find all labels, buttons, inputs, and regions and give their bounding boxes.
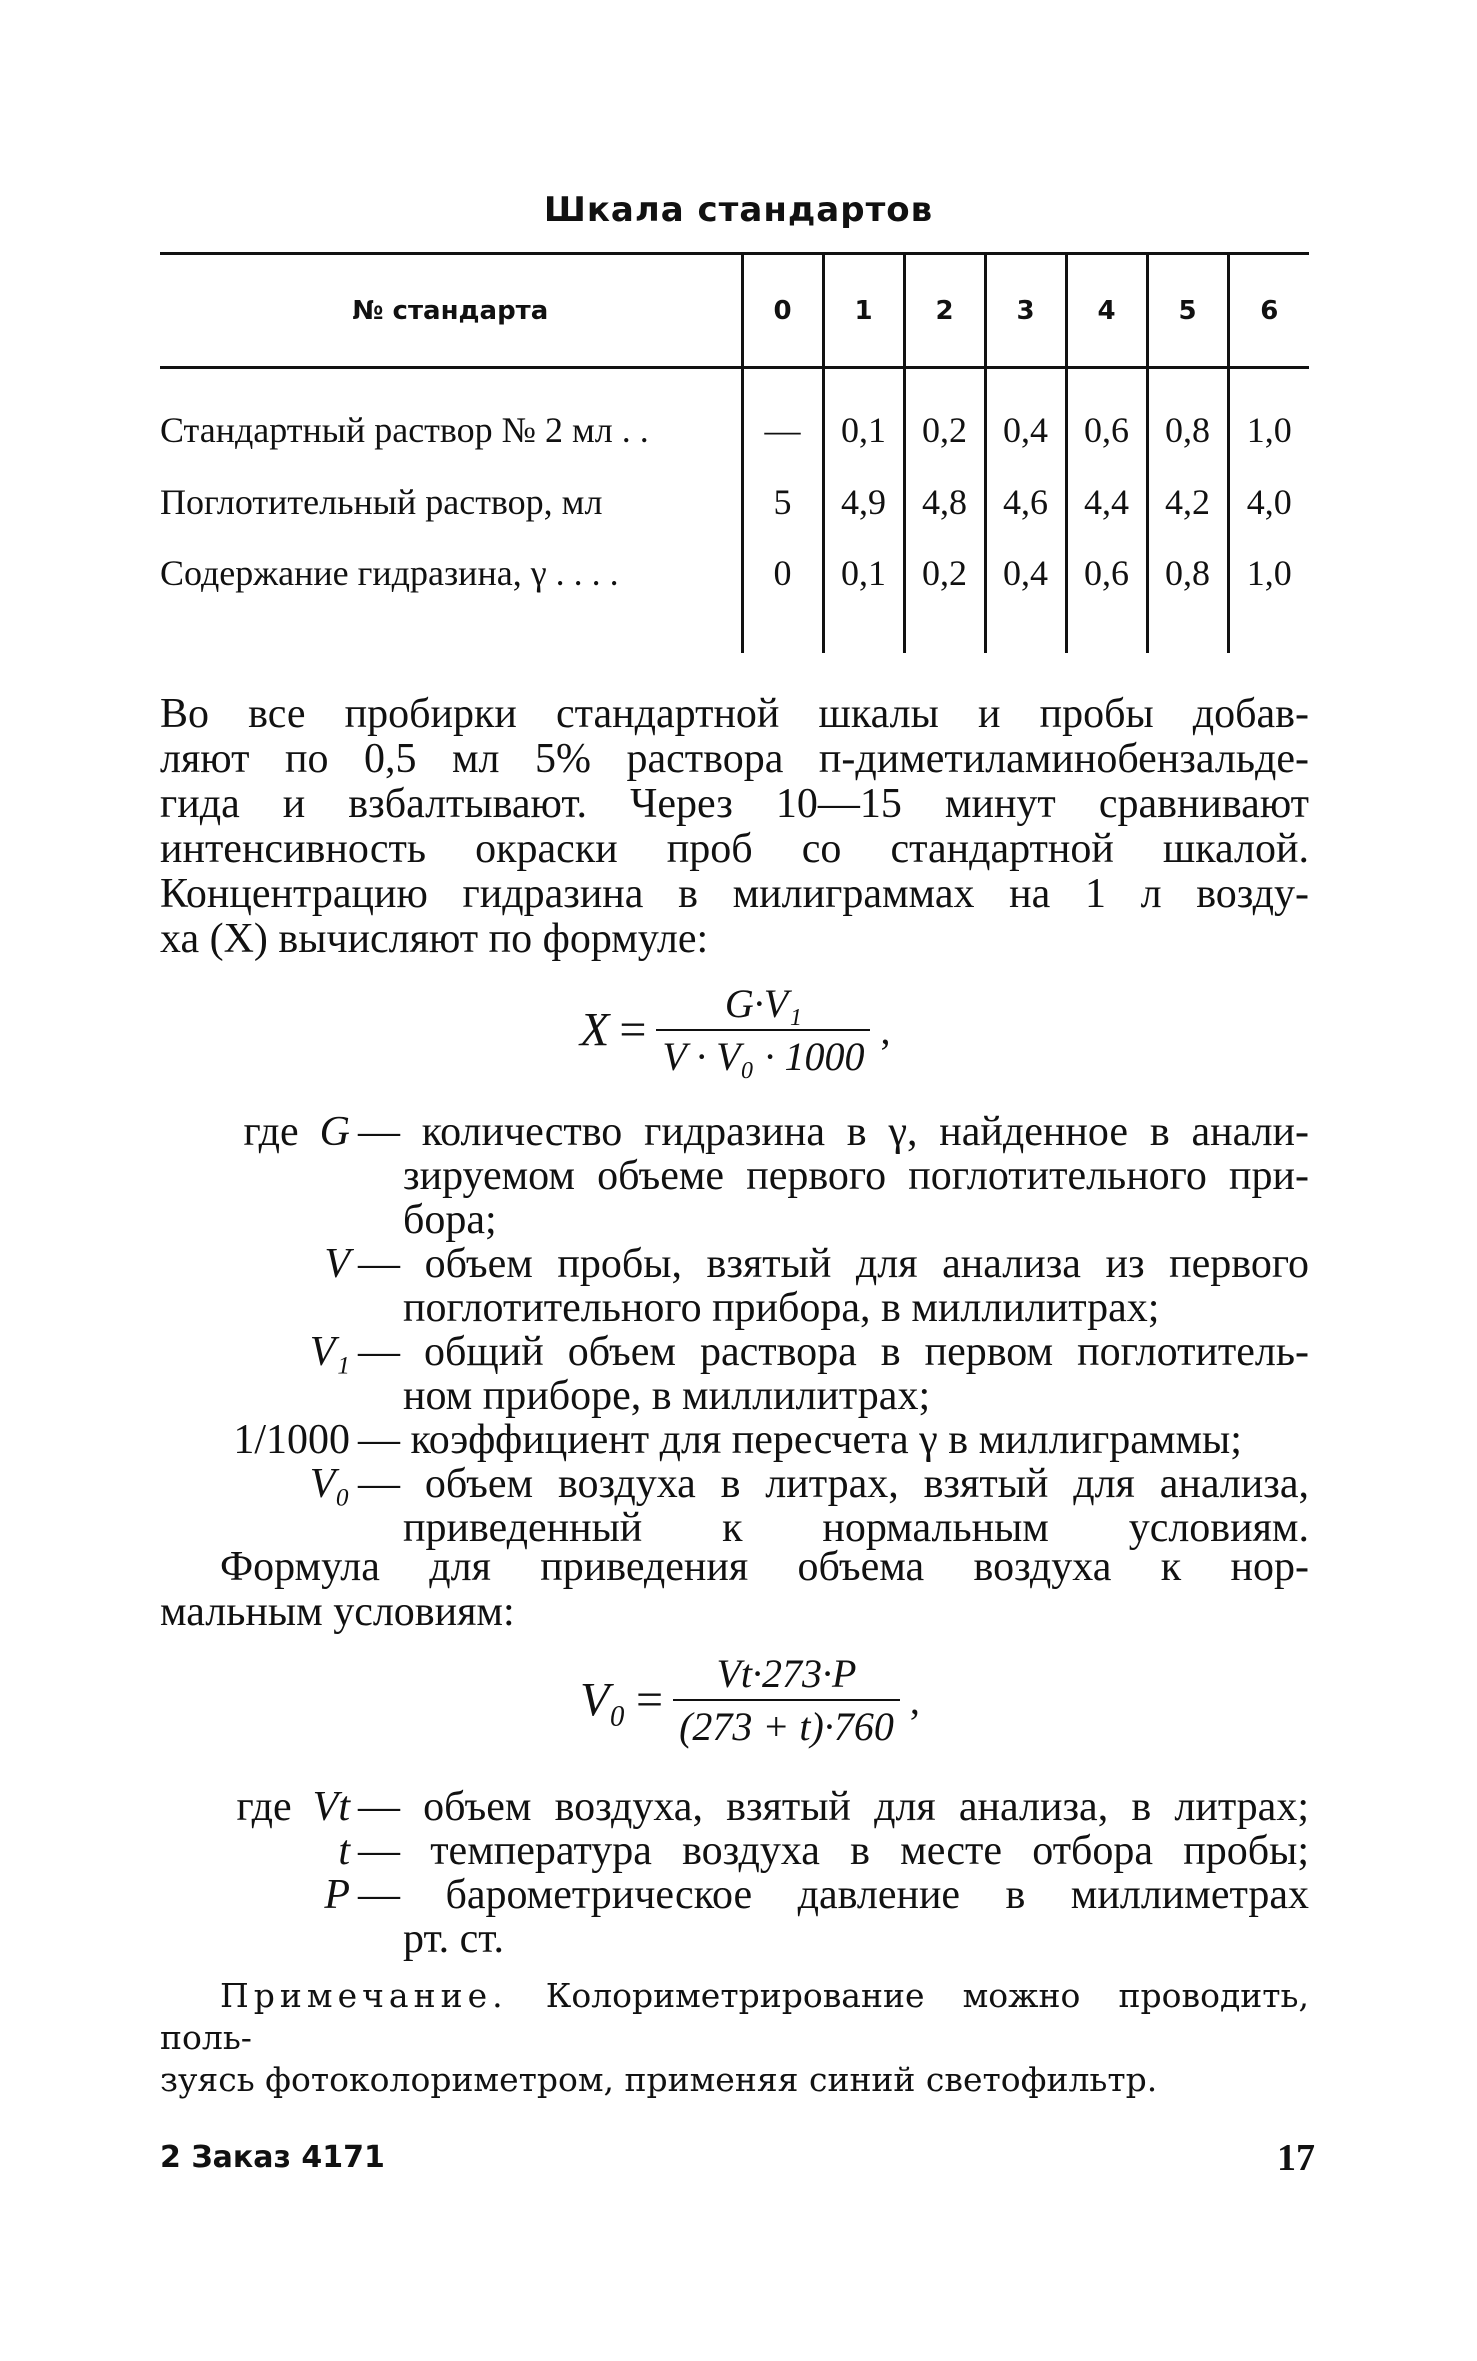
table-cell: 0,8 (1147, 368, 1228, 467)
table-header-cell: 5 (1147, 254, 1228, 368)
formula-numerator: Vt·273·P (673, 1650, 900, 1701)
definition-item (160, 1418, 1309, 1462)
formula-lhs: V₀ (580, 1673, 627, 1727)
table-cell: 5 (742, 466, 823, 538)
table-cell: 4,9 (823, 466, 904, 538)
text-line: ха (X) вычисляют по формуле: (160, 916, 709, 962)
table-header-label: № стандарта (160, 254, 742, 368)
table-header-cell: 1 (823, 254, 904, 368)
definitions-list (160, 1785, 1309, 1961)
table-header-cell: 0 (742, 254, 823, 368)
table-cell: — (742, 368, 823, 467)
definition-item (160, 1829, 1309, 1873)
definition-text: — температура воздуха в месте отбора пробы; (358, 1828, 1309, 1874)
formula-denominator: V · V₀ · 1000 (662, 1034, 865, 1079)
formula-concentration (580, 980, 890, 1080)
table-header-cell: 3 (985, 254, 1066, 368)
body-paragraph (160, 692, 1309, 962)
table-header-cell: 2 (904, 254, 985, 368)
definitions-list (160, 1110, 1309, 1550)
table-cell: 4,6 (985, 466, 1066, 538)
definition-item (160, 1110, 1309, 1242)
row-label: Содержание гидразина, γ . . . . (160, 553, 619, 593)
table-cell: 0,4 (985, 368, 1066, 467)
table-cell: 4,4 (1066, 466, 1147, 538)
table-cell: 4,2 (1147, 466, 1228, 538)
definition-symbol: V₁ (309, 1329, 350, 1375)
standards-table (160, 252, 1309, 630)
row-label: Стандартный раствор № 2 мл . . (160, 410, 649, 450)
table-cell: 0,6 (1066, 368, 1147, 467)
definition-text: — объем воздуха, взятый для анализа, в литрах; (358, 1784, 1309, 1830)
row-label: Поглотительный раствор, мл (160, 482, 603, 522)
note-paragraph (160, 1975, 1309, 2101)
formula-eq: = (619, 1003, 647, 1057)
note-line: зуясь фотоколориметром, применяя синий светофильтр. (160, 2060, 1158, 2099)
table-cell: 0,2 (904, 538, 985, 653)
table-cell: 0,2 (904, 368, 985, 467)
table-cell: 4,8 (904, 466, 985, 538)
table-header-row (160, 254, 1309, 368)
table-row (160, 538, 1309, 653)
definition-symbol: где G (243, 1109, 350, 1155)
formula-trail: , (880, 1007, 891, 1053)
definition-text: — количество гидразина в γ, найденное в анали- зируемом объеме первого поглотительного при- бора; (358, 1109, 1309, 1243)
definition-symbol: 1/1000 (233, 1417, 350, 1463)
text-line: гида и взбалтывают. Через 10—15 минут сравнивают (160, 781, 1309, 827)
definition-text: — объем пробы, взятый для анализа из первого поглотительного прибора, в миллилитрах; (358, 1241, 1309, 1331)
text-line: Во все пробирки стандартной шкалы и пробы добав- (160, 691, 1309, 737)
definition-text: — общий объем раствора в первом поглотитель- ном приборе, в миллилитрах; (358, 1329, 1309, 1419)
definition-item (160, 1873, 1309, 1961)
definition-symbol: V₀ (309, 1461, 350, 1507)
text-line: интенсивность окраски проб со стандартной шкалой. (160, 826, 1309, 872)
definition-symbol: P (324, 1872, 350, 1918)
definition-item (160, 1330, 1309, 1418)
definition-item (160, 1462, 1309, 1550)
table-row (160, 368, 1309, 467)
formula-trail: , (909, 1677, 920, 1723)
page-number: 17 (1277, 2137, 1315, 2179)
formula-fraction (656, 980, 870, 1080)
text-line: Формула для приведения объема воздуха к нор- (220, 1544, 1309, 1590)
table-cell: 0 (742, 538, 823, 653)
table-cell: 0,6 (1066, 538, 1147, 653)
definition-text: — барометрическое давление в миллиметрах рт. ст. (358, 1872, 1309, 1962)
formula-denominator: (273 + t)·760 (679, 1704, 894, 1749)
body-paragraph (160, 1545, 1309, 1635)
print-order-mark: 2 Заказ 4171 (160, 2140, 385, 2175)
definition-item (160, 1242, 1309, 1330)
definition-symbol: V (324, 1241, 350, 1287)
table-header-cell: 4 (1066, 254, 1147, 368)
text-line: мальным условиям: (160, 1589, 515, 1635)
table-cell: 1,0 (1228, 368, 1309, 467)
text-line: ляют по 0,5 мл 5% раствора п-диметиламинобензальде- (160, 736, 1309, 782)
note-text: Колориметрирование можно проводить, поль- (160, 1976, 1310, 2057)
formula-fraction (673, 1650, 900, 1750)
table-cell: 1,0 (1228, 538, 1309, 653)
text-line: Концентрацию гидразина в милиграммах на 1 л возду- (160, 871, 1309, 917)
definition-text: — коэффициент для пересчета γ в миллиграммы; (358, 1417, 1242, 1463)
definition-symbol: где Vt (236, 1784, 350, 1830)
table-cell: 0,1 (823, 538, 904, 653)
table-cell: 0,4 (985, 538, 1066, 653)
definition-item (160, 1785, 1309, 1829)
note-line (160, 1975, 1309, 2059)
table-header-cell: 6 (1228, 254, 1309, 368)
definition-text: — объем воздуха в литрах, взятый для анализа, приведенный к нормальным условиям. (358, 1461, 1309, 1551)
formula-eq: = (636, 1673, 664, 1727)
table-cell: 4,0 (1228, 466, 1309, 538)
table-cell: 0,8 (1147, 538, 1228, 653)
table-row (160, 466, 1309, 538)
formula-normal-volume (580, 1650, 920, 1750)
definition-symbol: t (338, 1828, 350, 1874)
table-cell: 0,1 (823, 368, 904, 467)
formula-lhs: X (580, 1003, 610, 1057)
note-label: Примечание. (220, 1976, 508, 2015)
formula-numerator: G·V₁ (656, 980, 870, 1031)
table-caption: Шкала стандартов (543, 190, 934, 230)
